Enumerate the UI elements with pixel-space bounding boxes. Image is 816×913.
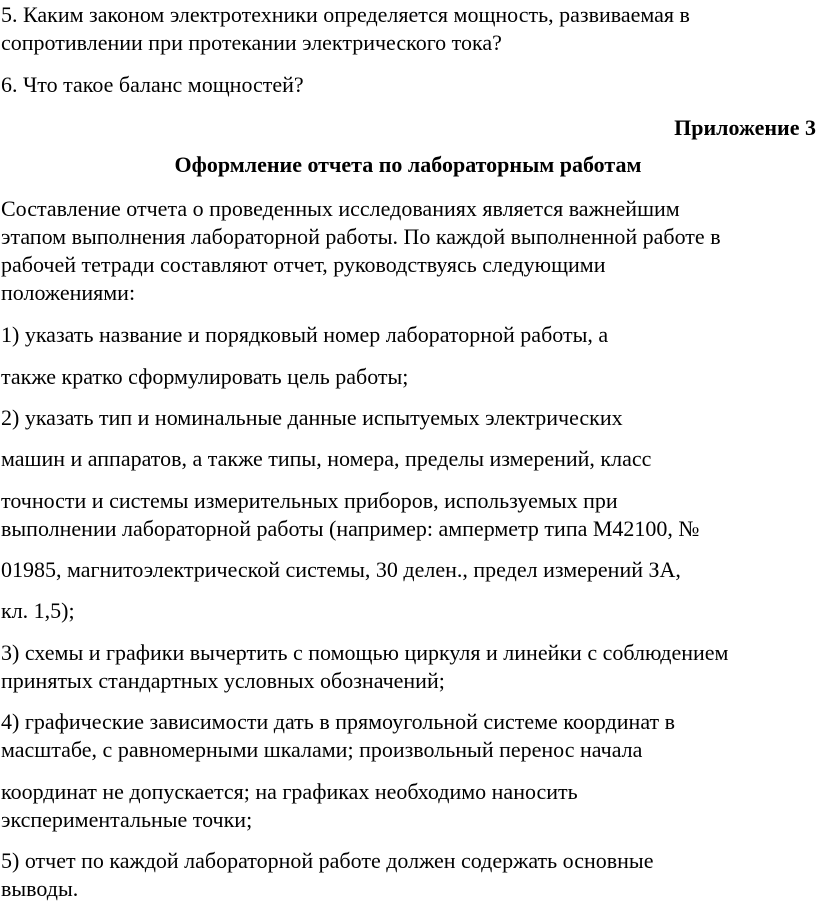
section-title: Оформление отчета по лабораторным работам bbox=[174, 152, 642, 177]
appendix-label: Приложение 3 bbox=[674, 115, 816, 140]
item-1-line-1: 1) указать название и порядковый номер лабораторной работы, а bbox=[1, 322, 609, 347]
item-2-line-4: выполнении лабораторной работы (например: амперметр типа М42100, № bbox=[1, 516, 700, 541]
item-4-line-4: экспериментальные точки; bbox=[1, 807, 253, 832]
item-5-line-2: выводы. bbox=[1, 876, 79, 901]
item-3-line-2: принятых стандартных условных обозначений; bbox=[1, 668, 445, 693]
item-2-line-6: кл. 1,5); bbox=[1, 598, 75, 623]
intro-line-4: положениями: bbox=[1, 280, 136, 305]
item-2-line-5: 01985, магнитоэлектрической системы, 30 делен., предел измерений ЗА, bbox=[1, 557, 681, 582]
item-4-line-2: масштабе, с равномерными шкалами; произвольный перенос начала bbox=[1, 737, 643, 762]
intro-line-2: этапом выполнения лабораторной работы. По каждой выполненной работе в bbox=[1, 224, 721, 249]
intro-line-1: Составление отчета о проведенных исследованиях является важнейшим bbox=[1, 196, 680, 221]
item-4-line-1: 4) графические зависимости дать в прямоугольной системе координат в bbox=[1, 709, 676, 734]
item-3-line-1: 3) схемы и графики вычертить с помощью циркуля и линейки с соблюдением bbox=[1, 640, 729, 665]
item-5-line-1: 5) отчет по каждой лабораторной работе должен содержать основные bbox=[1, 848, 654, 873]
intro-line-3: рабочей тетради составляют отчет, руководствуясь следующими bbox=[1, 252, 606, 277]
item-2-line-1: 2) указать тип и номинальные данные испытуемых электрических bbox=[1, 405, 623, 430]
item-4-line-3: координат не допускается; на графиках необходимо наносить bbox=[1, 779, 578, 804]
question-5-line-1: 5. Каким законом электротехники определяется мощность, развиваемая в bbox=[1, 2, 690, 27]
item-2-line-2: машин и аппаратов, а также типы, номера, пределы измерений, класс bbox=[1, 446, 652, 471]
question-6-line-1: 6. Что такое баланс мощностей? bbox=[1, 72, 304, 97]
question-5-line-2: сопротивлении при протекании электрического тока? bbox=[1, 30, 502, 55]
item-1-line-2: также кратко сформулировать цель работы; bbox=[1, 364, 409, 389]
item-2-line-3: точности и системы измерительных приборов, используемых при bbox=[1, 488, 618, 513]
